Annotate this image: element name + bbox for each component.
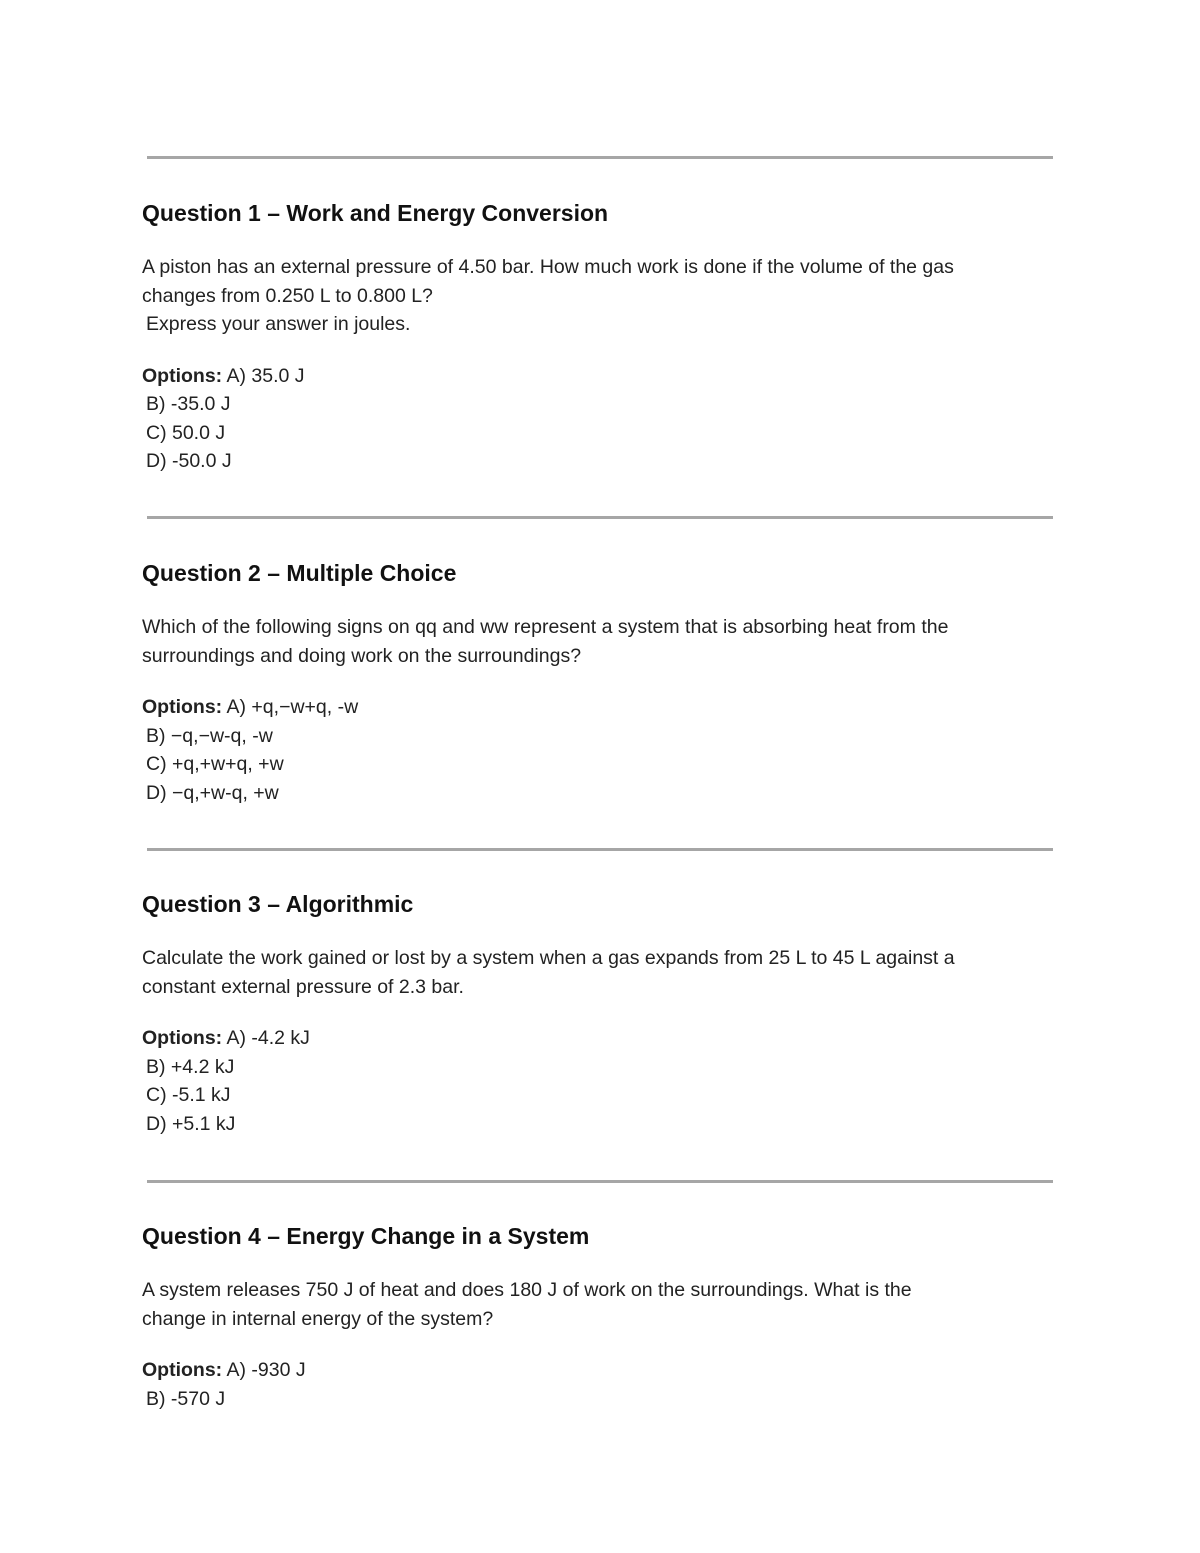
- option-item: D) -50.0 J: [146, 450, 232, 472]
- question-title: Question 2 – Multiple Choice: [142, 560, 457, 586]
- option-item: [142, 1356, 1062, 1385]
- question-text-line: Express your answer in joules.: [146, 313, 411, 335]
- question-text-line: surroundings and doing work on the surroundings?: [142, 644, 582, 667]
- question-text: [142, 613, 1062, 670]
- option-item: C) 50.0 J: [146, 421, 226, 444]
- option-item: B) -35.0 J: [146, 393, 231, 415]
- option-item: D) +5.1 kJ: [146, 1112, 236, 1135]
- option-text: A) +q,−w+q, -w: [226, 696, 359, 718]
- question-title: Question 1 – Work and Energy Conversion: [142, 200, 609, 226]
- question-text-line: changes from 0.250 L to 0.800 L?: [142, 284, 433, 307]
- options-label: Options:: [142, 364, 223, 387]
- question-text: [142, 253, 1062, 339]
- option-item: D) −q,+w-q, +w: [146, 781, 279, 804]
- option-item: [142, 362, 1062, 391]
- question-text-line: A system releases 750 J of heat and does 180 J of work on the surroundings. What is the: [142, 1279, 912, 1301]
- question-4: [142, 1222, 1062, 1413]
- options-label: Options:: [142, 1027, 223, 1049]
- option-item: C) +q,+w+q, +w: [146, 753, 284, 775]
- options-list: [142, 362, 1062, 476]
- options-list: [142, 1024, 1062, 1138]
- option-item: C) -5.1 kJ: [146, 1084, 231, 1106]
- option-item: B) -570 J: [146, 1387, 226, 1410]
- question-title: Question 3 – Algorithmic: [142, 891, 414, 917]
- question-text-line: constant external pressure of 2.3 bar.: [142, 975, 464, 998]
- section-divider: [147, 1180, 1053, 1183]
- section-divider: [147, 848, 1053, 851]
- section-divider: [147, 156, 1053, 159]
- section-divider: [147, 516, 1053, 519]
- option-item: [142, 693, 1062, 722]
- question-text: [142, 1276, 1062, 1333]
- option-item: [142, 1024, 1062, 1053]
- question-text-line: change in internal energy of the system?: [142, 1307, 494, 1330]
- option-text: A) -930 J: [226, 1359, 306, 1381]
- question-2: [142, 559, 1062, 807]
- question-3: [142, 890, 1062, 1138]
- option-item: B) +4.2 kJ: [146, 1055, 235, 1078]
- options-list: [142, 693, 1062, 807]
- options-list: [142, 1356, 1062, 1413]
- options-label: Options:: [142, 696, 223, 718]
- question-text: [142, 944, 1062, 1001]
- question-title: Question 4 – Energy Change in a System: [142, 1223, 590, 1249]
- question-text-line: Which of the following signs on qq and ww represent a system that is absorbing heat from the: [142, 616, 949, 638]
- option-text: A) -4.2 kJ: [226, 1027, 310, 1049]
- option-item: B) −q,−w-q, -w: [146, 724, 273, 747]
- question-text-line: A piston has an external pressure of 4.50 bar. How much work is done if the volume of the gas: [142, 256, 954, 278]
- options-label: Options:: [142, 1359, 223, 1381]
- question-text-line: Calculate the work gained or lost by a system when a gas expands from 25 L to 45 L against a: [142, 947, 955, 969]
- question-1: [142, 199, 1062, 476]
- option-text: A) 35.0 J: [226, 364, 305, 387]
